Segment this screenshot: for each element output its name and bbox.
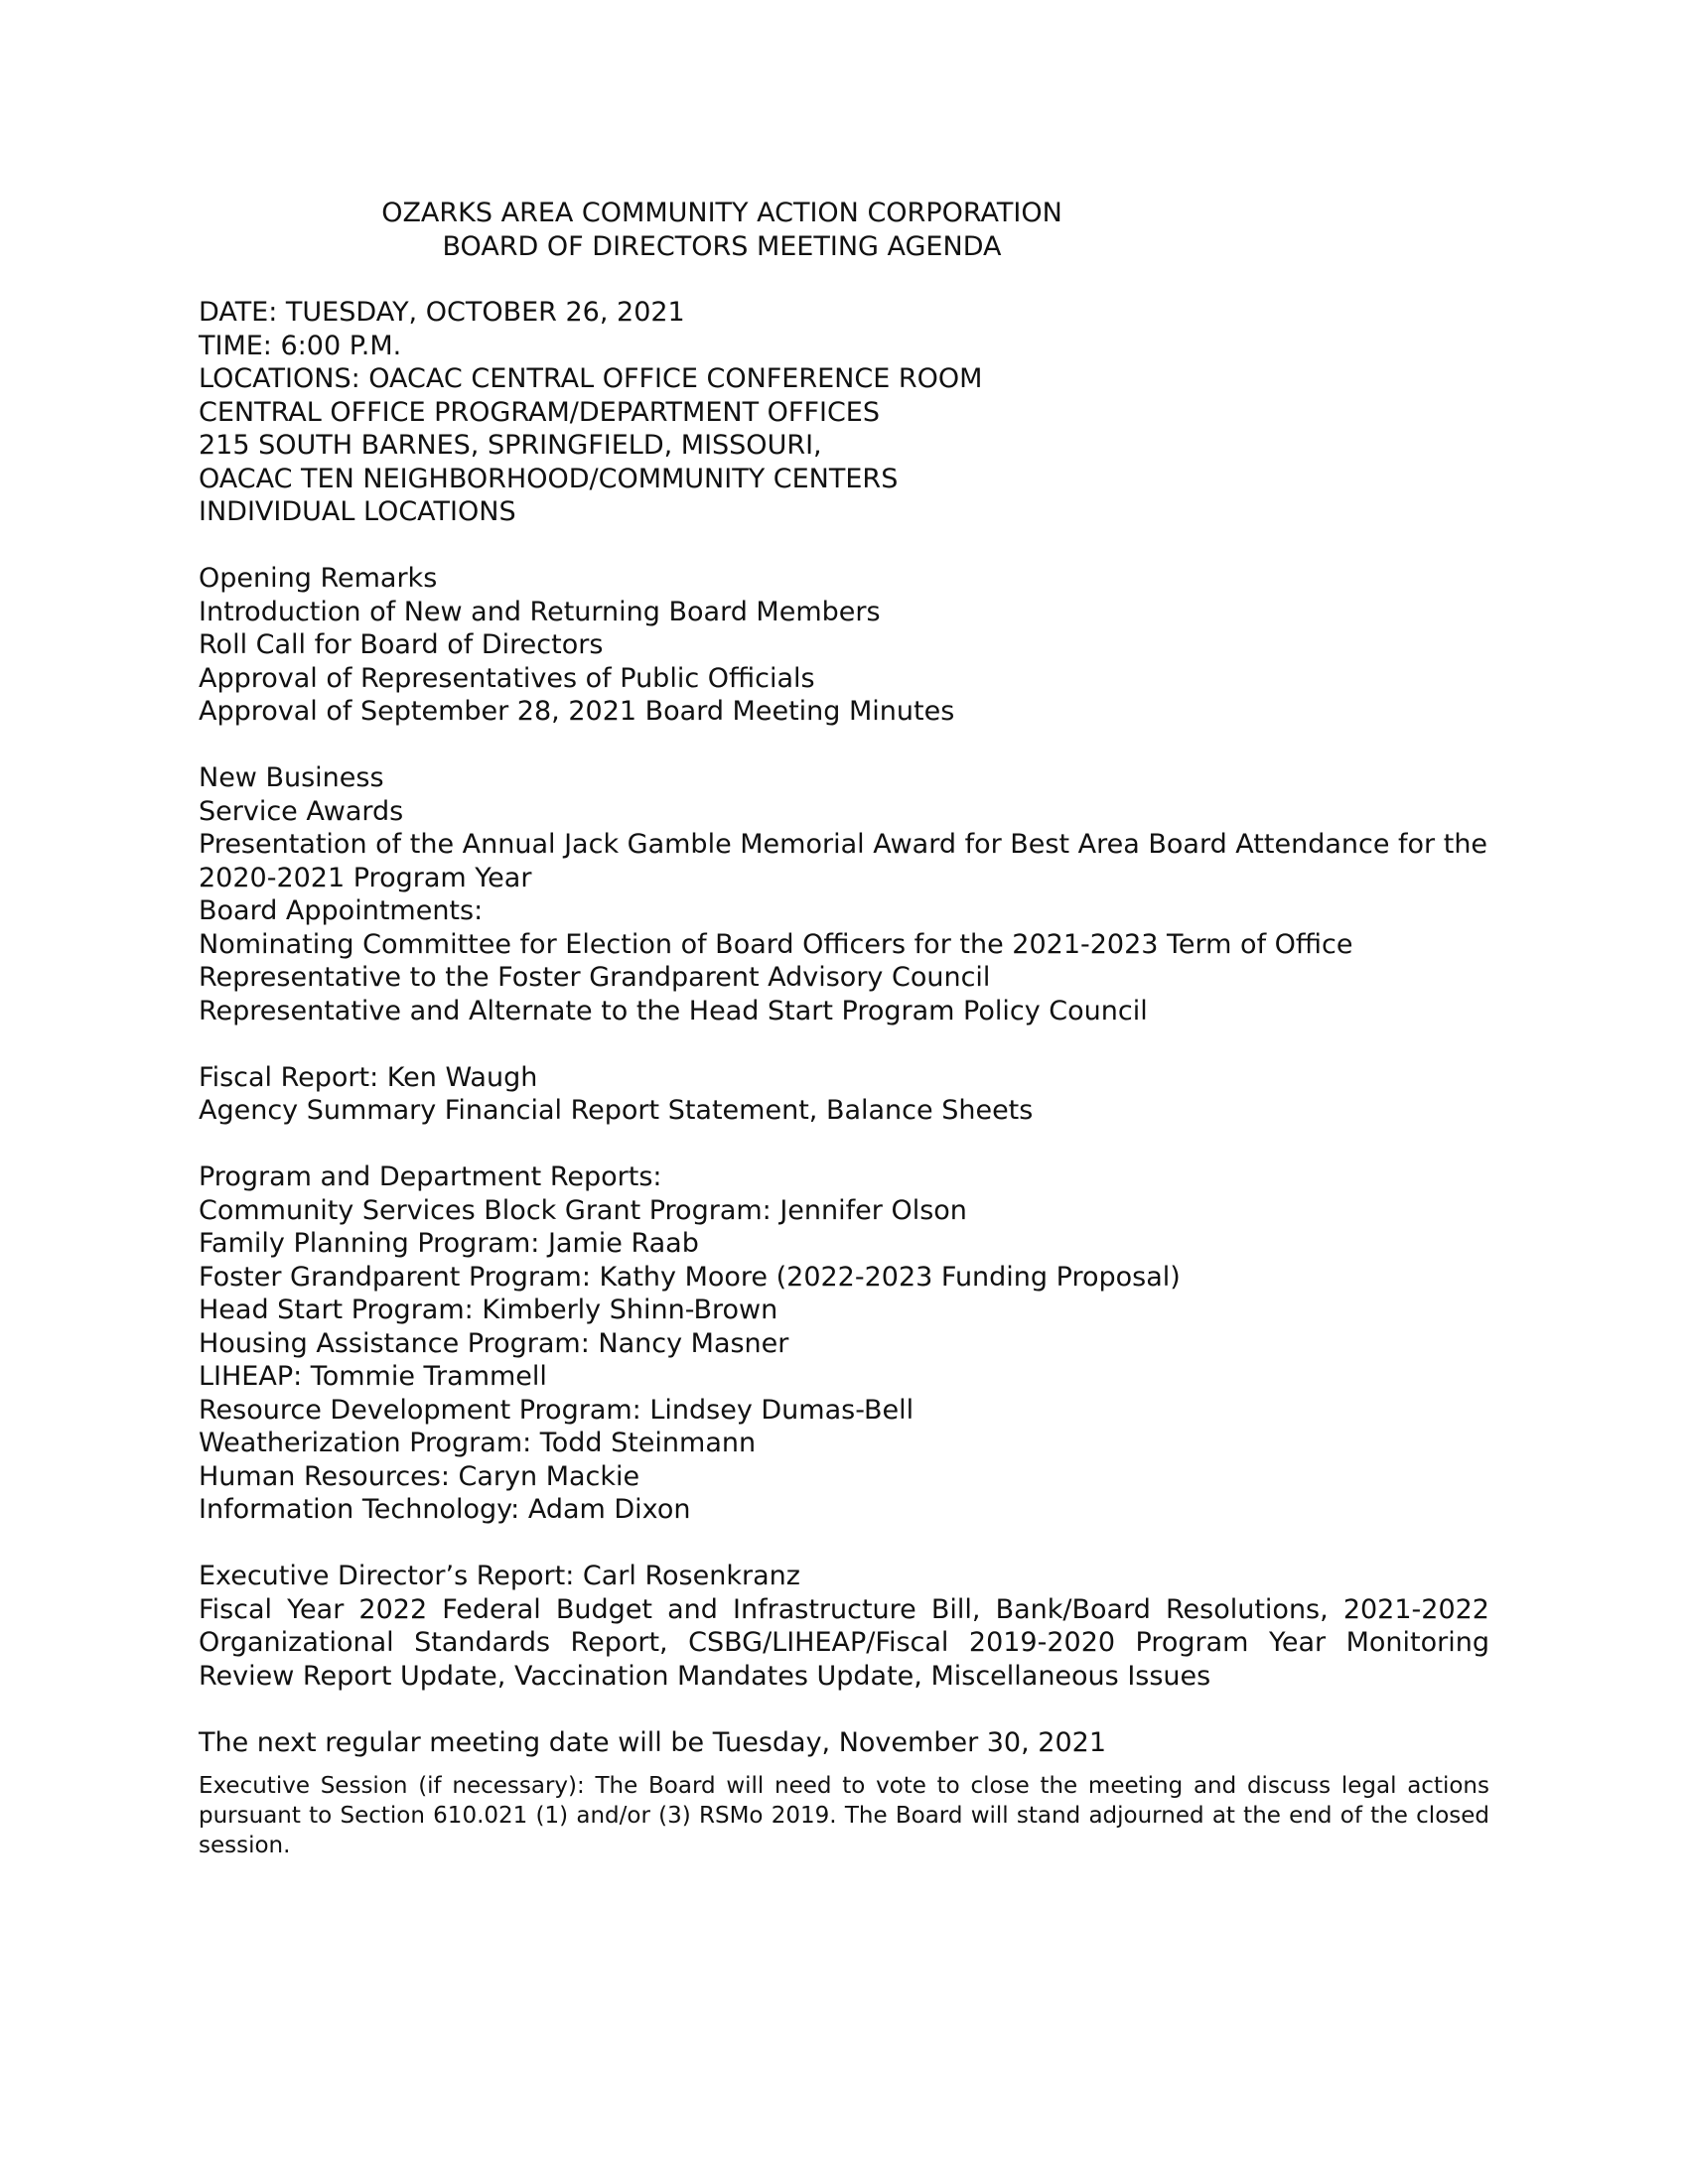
- location-line: LOCATIONS: OACAC CENTRAL OFFICE CONFERENCE ROOM: [199, 363, 983, 394]
- report-item: LIHEAP: Tommie Trammell: [199, 1361, 547, 1392]
- executive-report-detail: Fiscal Year 2022 Federal Budget and Infrastructure Bill, Bank/Board Resolutions, 2021-2022 Organizational Standards Report, CSBG/LIHEAP/Fiscal 2019-2020 Program Year Monitoring Review Report Update, Vaccination Mandates Update, Miscellaneous Issues: [199, 1593, 1489, 1692]
- program-reports-section: [199, 1160, 1489, 1527]
- location-line: 215 SOUTH BARNES, SPRINGFIELD, MISSOURI,: [199, 430, 822, 461]
- spacer: [199, 529, 1489, 563]
- meeting-info: [199, 296, 1489, 529]
- agenda-item: Introduction of New and Returning Board Members: [199, 596, 881, 627]
- spacer: [199, 1027, 1489, 1061]
- agenda-item: Representative to the Foster Grandparent Advisory Council: [199, 962, 991, 993]
- section-heading: Fiscal Report: Ken Waugh: [199, 1061, 538, 1093]
- location-line: CENTRAL OFFICE PROGRAM/DEPARTMENT OFFICES: [199, 396, 880, 428]
- agenda-item: Service Awards: [199, 795, 404, 827]
- next-meeting-note: The next regular meeting date will be Tuesday, November 30, 2021: [199, 1726, 1106, 1758]
- agenda-body: [199, 296, 1489, 1860]
- opening-section: [199, 562, 1489, 729]
- report-item: Foster Grandparent Program: Kathy Moore (2022-2023 Funding Proposal): [199, 1261, 1181, 1293]
- agenda-item: Opening Remarks: [199, 563, 438, 594]
- agenda-header: [0, 197, 1444, 264]
- spacer: [199, 1693, 1489, 1726]
- organization-name: OZARKS AREA COMMUNITY ACTION CORPORATION: [381, 198, 1062, 228]
- location-line: INDIVIDUAL LOCATIONS: [199, 496, 516, 527]
- report-item: Head Start Program: Kimberly Shinn-Brown: [199, 1295, 778, 1325]
- subsection-heading: Board Appointments:: [199, 895, 484, 926]
- agenda-item: Presentation of the Annual Jack Gamble Memorial Award for Best Area Board Attendance for the 2020-2021 Program Year: [199, 829, 1488, 893]
- section-heading: New Business: [199, 762, 384, 793]
- agenda-item: Agency Summary Financial Report Statement, Balance Sheets: [199, 1095, 1034, 1126]
- executive-section: [199, 1560, 1489, 1693]
- report-item: Housing Assistance Program: Nancy Masner: [199, 1327, 789, 1359]
- spacer: [199, 729, 1489, 762]
- spacer: [199, 1527, 1489, 1561]
- agenda-item: Approval of September 28, 2021 Board Meeting Minutes: [199, 696, 955, 727]
- report-item: Resource Development Program: Lindsey Dumas-Bell: [199, 1394, 914, 1426]
- location-line: OACAC TEN NEIGHBORHOOD/COMMUNITY CENTERS: [199, 463, 899, 494]
- meeting-date: DATE: TUESDAY, OCTOBER 26, 2021: [199, 297, 685, 328]
- agenda-item: Approval of Representatives of Public Officials: [199, 662, 815, 694]
- executive-session-note: Executive Session (if necessary): The Board will need to vote to close the meeting and discuss legal actions pursuant to Section 610.021 (1) and/or (3) RSMo 2019. The Board will stand adjourned at the end of the closed session.: [199, 1773, 1489, 1858]
- report-item: Family Planning Program: Jamie Raab: [199, 1228, 699, 1259]
- new-business-section: [199, 761, 1489, 1027]
- agenda-item: Roll Call for Board of Directors: [199, 629, 604, 660]
- report-item: Weatherization Program: Todd Steinmann: [199, 1428, 757, 1458]
- agenda-item: Nominating Committee for Election of Board Officers for the 2021-2023 Term of Office: [199, 928, 1353, 960]
- fiscal-section: [199, 1061, 1489, 1128]
- agenda-item: Representative and Alternate to the Head Start Program Policy Council: [199, 995, 1148, 1026]
- document-title: BOARD OF DIRECTORS MEETING AGENDA: [442, 231, 1002, 262]
- report-item: Community Services Block Grant Program: Jennifer Olson: [199, 1194, 967, 1226]
- report-item: Information Technology: Adam Dixon: [199, 1494, 691, 1525]
- meeting-time: TIME: 6:00 P.M.: [199, 330, 402, 361]
- report-item: Human Resources: Caryn Mackie: [199, 1460, 640, 1492]
- spacer: [199, 1128, 1489, 1161]
- section-heading: Executive Director’s Report: Carl Rosenkranz: [199, 1561, 800, 1591]
- section-heading: Program and Department Reports:: [199, 1161, 662, 1192]
